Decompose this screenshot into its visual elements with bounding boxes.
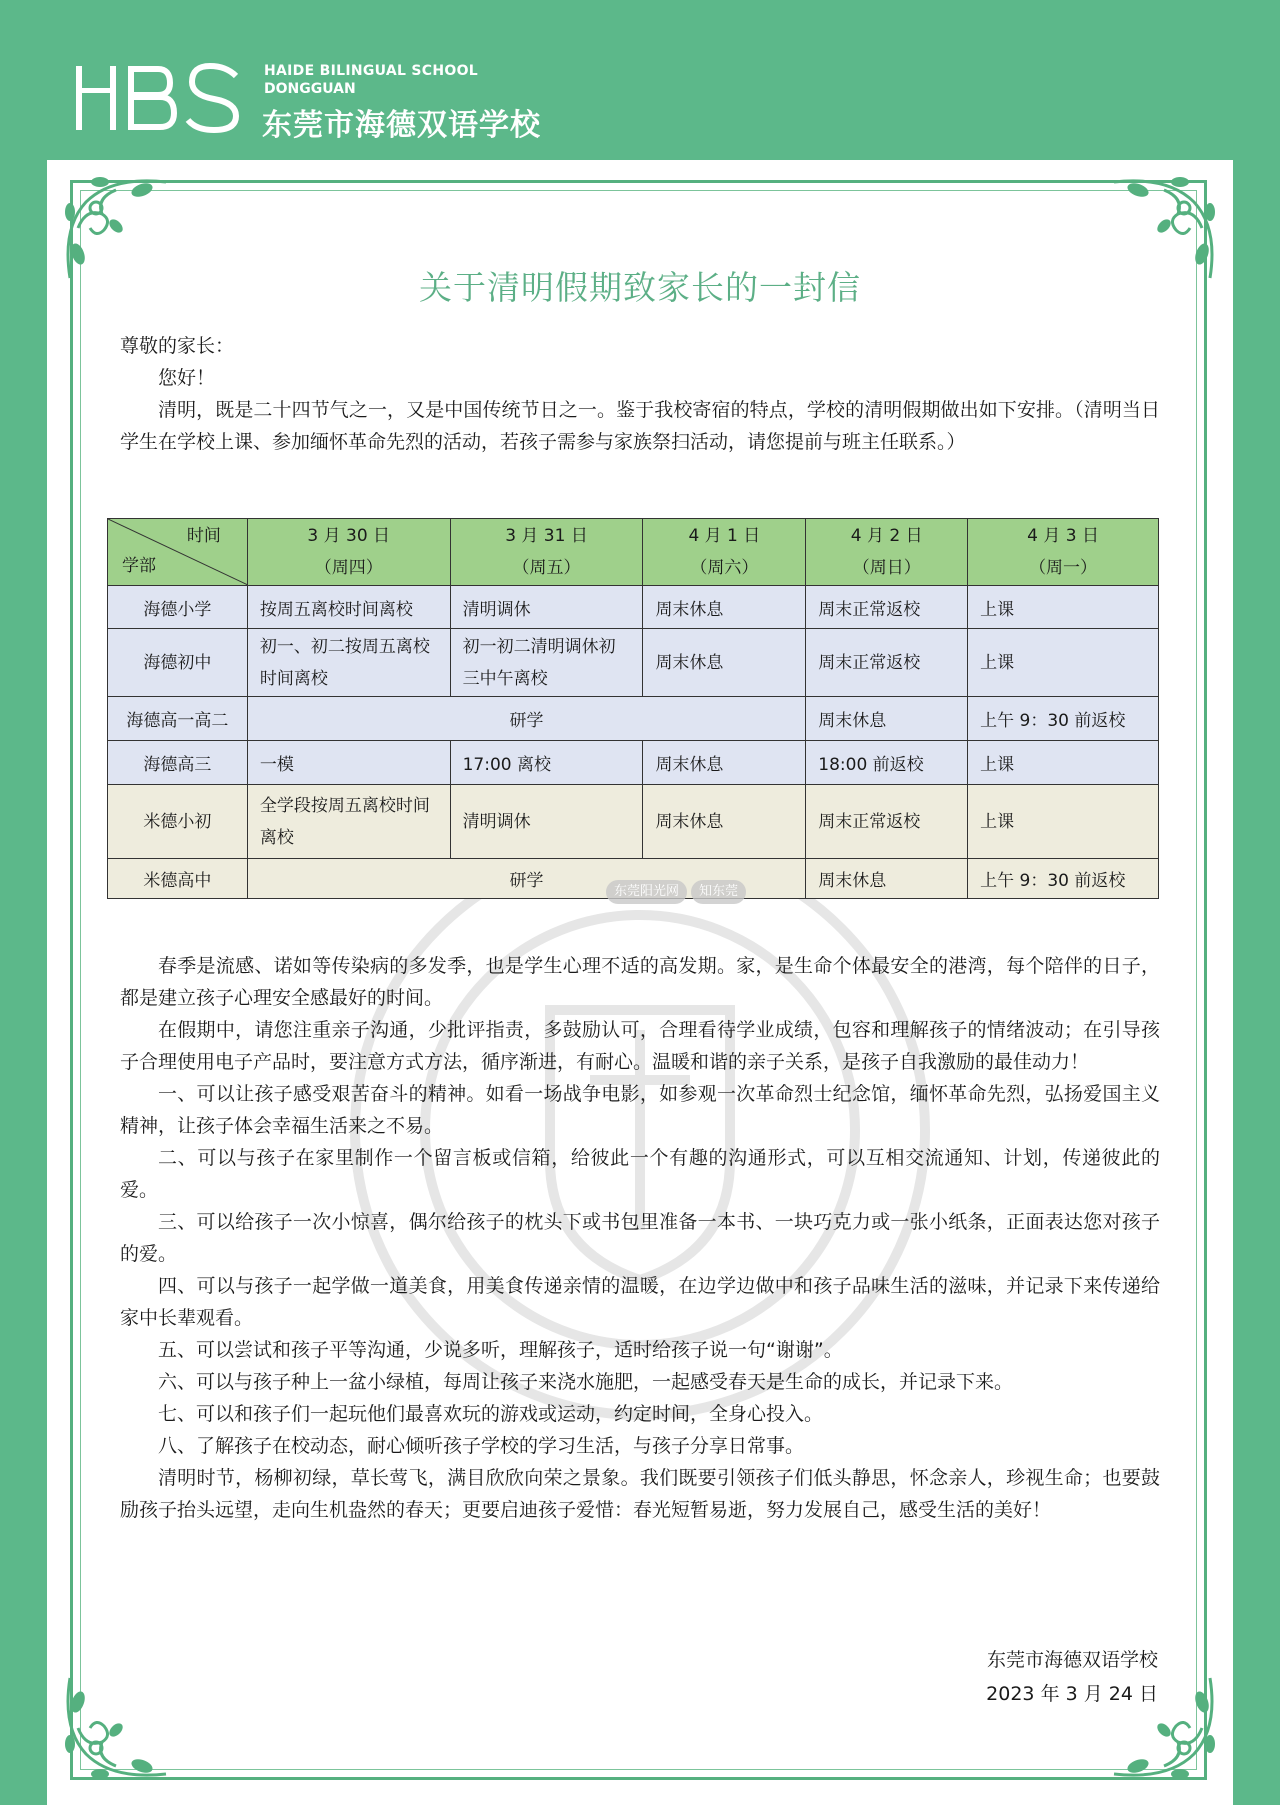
table-cell: 上课 bbox=[968, 629, 1159, 697]
table-cell: 周末休息 bbox=[643, 785, 806, 859]
body-paragraph: 在假期中，请您注重亲子沟通，少批评指责，多鼓励认可，合理看待学业成绩，包容和理解孩子的情绪波动；在引导孩子合理使用电子产品时，要注意方式方法，循序渐进，有耐心。温暖和谐的亲子关系，是孩子自我激励的最佳动力！ bbox=[120, 1019, 1160, 1073]
table-row bbox=[108, 697, 1159, 741]
department-cell: 米德高中 bbox=[108, 859, 248, 899]
table-cell: 周末正常返校 bbox=[806, 785, 968, 859]
table-cell: 上午 9：30 前返校 bbox=[968, 859, 1159, 899]
watermark-badge: 东莞阳光网 bbox=[606, 880, 687, 904]
watermark-badge: 知东莞 bbox=[691, 880, 746, 904]
table-cell: 周末正常返校 bbox=[806, 586, 968, 629]
logo-english-line1: HAIDE BILINGUAL SCHOOL bbox=[264, 63, 479, 79]
logo-english-line2: DONGGUAN bbox=[264, 81, 356, 97]
letter-body bbox=[120, 950, 1160, 1526]
corner-department-label: 学部 bbox=[122, 556, 156, 576]
table-cell: 清明调休 bbox=[450, 785, 643, 859]
merged-cell: 研学 bbox=[247, 859, 805, 899]
body-paragraph: 二、可以与孩子在家里制作一个留言板或信箱，给彼此一个有趣的沟通形式，可以互相交流通知、计划，传递彼此的爱。 bbox=[120, 1147, 1160, 1201]
department-cell: 海德高三 bbox=[108, 741, 248, 785]
floral-corner-ornament bbox=[56, 1668, 176, 1788]
table-cell: 上课 bbox=[968, 586, 1159, 629]
letter-opening bbox=[120, 330, 1160, 458]
table-cell: 周末休息 bbox=[643, 629, 806, 697]
greeting: 您好！ bbox=[158, 367, 216, 389]
table-cell: 初一初二清明调休初三中午离校 bbox=[450, 629, 643, 697]
table-cell: 周末休息 bbox=[643, 741, 806, 785]
department-cell: 米德小初 bbox=[108, 785, 248, 859]
table-cell: 18:00 前返校 bbox=[806, 741, 968, 785]
department-cell: 海德小学 bbox=[108, 586, 248, 629]
table-cell: 一模 bbox=[247, 741, 450, 785]
table-cell: 17:00 离校 bbox=[450, 741, 643, 785]
table-cell: 按周五离校时间离校 bbox=[247, 586, 450, 629]
table-row bbox=[108, 741, 1159, 785]
table-header-row bbox=[108, 519, 1159, 586]
body-paragraph: 四、可以与孩子一起学做一道美食，用美食传递亲情的温暖，在边学边做中和孩子品味生活的滋味，并记录下来传递给家中长辈观看。 bbox=[120, 1275, 1160, 1329]
signature-date: 2023 年 3 月 24 日 bbox=[986, 1683, 1158, 1705]
department-cell: 海德初中 bbox=[108, 629, 248, 697]
column-header: 4 月 2 日 （周日） bbox=[806, 519, 968, 586]
logo-chinese-name: 东莞市海德双语学校 bbox=[262, 108, 541, 143]
body-paragraph: 春季是流感、诺如等传染病的多发季，也是学生心理不适的高发期。家，是生命个体最安全的港湾，每个陪伴的日子，都是建立孩子心理安全感最好的时间。 bbox=[120, 955, 1160, 1009]
hbs-logo-mark bbox=[76, 62, 248, 134]
body-paragraph: 五、可以尝试和孩子平等沟通，少说多听，理解孩子，适时给孩子说一句“谢谢”。 bbox=[158, 1339, 843, 1361]
body-paragraph: 一、可以让孩子感受艰苦奋斗的精神。如看一场战争电影，如参观一次革命烈士纪念馆，缅怀革命先烈，弘扬爱国主义精神，让孩子体会幸福生活来之不易。 bbox=[120, 1083, 1160, 1137]
body-paragraph: 八、了解孩子在校动态，耐心倾听孩子学校的学习生活，与孩子分享日常事。 bbox=[158, 1435, 805, 1457]
signature-school: 东莞市海德双语学校 bbox=[986, 1649, 1158, 1671]
source-watermark bbox=[606, 878, 746, 906]
holiday-schedule-table bbox=[107, 518, 1159, 899]
table-cell: 上课 bbox=[968, 741, 1159, 785]
salutation: 尊敬的家长： bbox=[120, 335, 235, 357]
column-header: 4 月 1 日 （周六） bbox=[643, 519, 806, 586]
intro-paragraph: 清明，既是二十四节气之一，又是中国传统节日之一。鉴于我校寄宿的特点，学校的清明假期做出如下安排。（清明当日学生在学校上课、参加缅怀革命先烈的活动，若孩子需参与家族祭扫活动，请您提前与班主任联系。） bbox=[120, 399, 1160, 453]
school-header bbox=[0, 0, 1280, 160]
body-paragraph: 七、可以和孩子们一起玩他们最喜欢玩的游戏或运动，约定时间，全身心投入。 bbox=[158, 1403, 824, 1425]
table-row bbox=[108, 785, 1159, 859]
column-header: 4 月 3 日 （周一） bbox=[968, 519, 1159, 586]
body-paragraph: 三、可以给孩子一次小惊喜，偶尔给孩子的枕头下或书包里准备一本书、一块巧克力或一张小纸条，正面表达您对孩子的爱。 bbox=[120, 1211, 1160, 1265]
table-cell: 周末正常返校 bbox=[806, 629, 968, 697]
table-cell: 上课 bbox=[968, 785, 1159, 859]
department-cell: 海德高一高二 bbox=[108, 697, 248, 741]
column-header: 3 月 30 日 （周四） bbox=[247, 519, 450, 586]
table-cell: 周末休息 bbox=[806, 697, 968, 741]
body-paragraph: 六、可以与孩子种上一盆小绿植，每周让孩子来浇水施肥，一起感受春天是生命的成长，并记录下来。 bbox=[158, 1371, 1014, 1393]
table-corner-cell bbox=[108, 519, 248, 586]
table-cell: 上午 9：30 前返校 bbox=[968, 697, 1159, 741]
corner-time-label: 时间 bbox=[186, 526, 221, 546]
table-cell: 周末休息 bbox=[806, 859, 968, 899]
body-paragraph: 清明时节，杨柳初绿，草长莺飞，满目欣欣向荣之景象。我们既要引领孩子们低头静思，怀念亲人，珍视生命；也要鼓励孩子抬头远望，走向生机盎然的春天；更要启迪孩子爱惜：春光短暂易逝，努力发展自己，感受生活的美好！ bbox=[120, 1467, 1160, 1521]
table-row bbox=[108, 586, 1159, 629]
table-cell: 周末休息 bbox=[643, 586, 806, 629]
table-cell: 全学段按周五离校时间离校 bbox=[247, 785, 450, 859]
table-cell: 初一、初二按周五离校时间离校 bbox=[247, 629, 450, 697]
column-header: 3 月 31 日 （周五） bbox=[450, 519, 643, 586]
merged-cell: 研学 bbox=[247, 697, 805, 741]
letter-title: 关于清明假期致家长的一封信 bbox=[419, 268, 861, 307]
table-cell: 清明调休 bbox=[450, 586, 643, 629]
table-row bbox=[108, 629, 1159, 697]
